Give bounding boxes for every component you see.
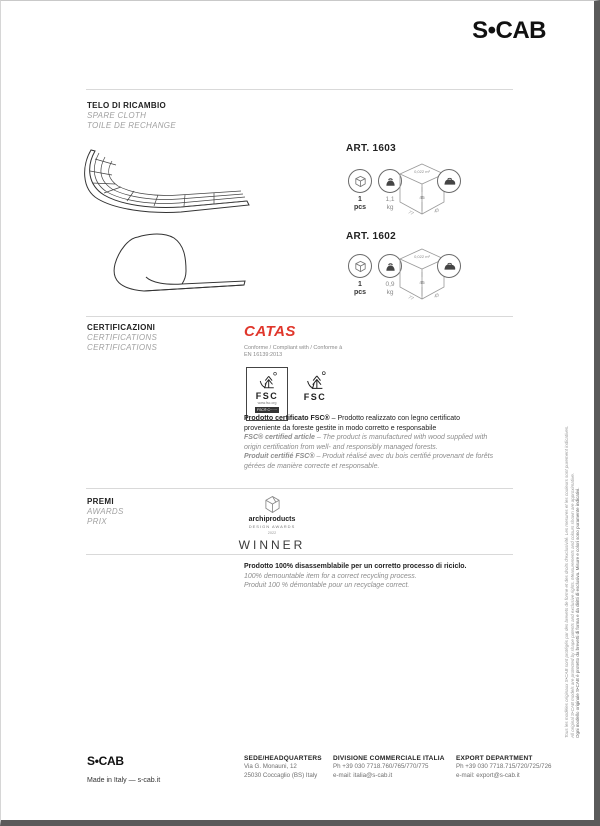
catas-compliance-line1: Conforme / Compliant with / Conforme à [244, 345, 343, 351]
box-width: 77 [407, 294, 415, 302]
section-subtitle-fr: TOILE DE RECHANGE [87, 121, 176, 130]
fsc-text-en: – The product is manufactured with wood supplied with origin certification from well- and responsibly managed forests. [244, 434, 488, 451]
award-year: 2022 [267, 531, 277, 535]
weight-value: 1,1 [385, 196, 395, 203]
fsc-wordmark: FSC [255, 391, 279, 401]
fsc-tree-icon [256, 370, 278, 392]
archiproducts-cube-icon [264, 495, 281, 514]
pieces-icon [348, 254, 372, 278]
footer-export-phone: Ph +39 030 7718.715/720/725/726 [456, 763, 552, 770]
weight-value: 0,9 [385, 281, 395, 288]
section-title: PREMI [87, 497, 114, 506]
legal-disclaimer-vertical [564, 364, 581, 738]
fsc-text-en-lead: FSC® certified article [244, 434, 315, 441]
footer-italy-title: DIVISIONE COMMERCIALE ITALIA [333, 755, 445, 762]
weight-unit: kg [386, 204, 394, 211]
section-subtitle-fr: PRIX [87, 517, 107, 526]
fsc-tree-icon [303, 369, 327, 393]
iron-care-icon [437, 169, 461, 193]
pieces-caption [348, 196, 372, 212]
disclaimer-it: Ogni modello originale S•CAB è protetto da brevetti di forma e da diritti di esclusiva. Misure e colori sono puramente indicativi. [575, 487, 581, 738]
section-spare-cloth-label [87, 101, 176, 131]
footer-hq-address1: Via G. Monauni, 12 [244, 763, 297, 770]
iron-care-icon [437, 254, 461, 278]
catas-logo: CATAS [244, 323, 296, 340]
section-awards-label [87, 497, 124, 527]
recycling-fr: Produit 100 % démontable pour un recyclage correct. [244, 582, 410, 589]
footer-brand-logo: S•CAB [87, 754, 124, 768]
footer-hq-address2: 25030 Coccaglio (BS) Italy [244, 771, 318, 779]
brand-logo: S•CAB [472, 17, 546, 44]
fsc-text-fr: – Produit réalisé avec du bois certifié provenant de forêts gérées de manière correcte et responsable. [244, 453, 494, 470]
weight-unit: kg [386, 289, 394, 296]
fsc-website: www.fsc.org [257, 401, 277, 405]
pieces-unit: pcs [353, 289, 367, 296]
award-name: archiproducts [248, 516, 296, 523]
section-title: TELO DI RICAMBIO [87, 101, 167, 110]
catas-compliance-note [244, 345, 342, 359]
section-subtitle-en: AWARDS [87, 507, 124, 516]
fsc-logo-boxed [246, 367, 288, 421]
disclaimer-fr: Tous les modèles originaux S•CAB sont protégés par des brevets de forme et des droits d'exclusivité. Les mesures et les couleurs sont purement indicatives. [564, 425, 569, 738]
footer-italy-phone: Ph +39 030 7718.760/765/770/775 [333, 763, 429, 770]
footer-export-email: e-mail: export@s-cab.it [456, 771, 520, 779]
box-width: 77 [407, 209, 415, 217]
product-drawing-1603 [79, 145, 269, 217]
pieces-icon [348, 169, 372, 193]
section-subtitle-fr: CERTIFICATIONS [87, 343, 158, 352]
fsc-description [244, 414, 498, 471]
divider [86, 554, 513, 555]
box-volume: 0,022 m³ [414, 254, 430, 259]
pieces-value: 1 [358, 196, 362, 203]
divider [86, 488, 513, 489]
fsc-text-fr-lead: Produit certifié FSC® [244, 453, 315, 460]
product-drawing-1602 [86, 233, 266, 299]
box-height: 45 [419, 281, 425, 286]
disclaimer-en: All original S•CAB models are protected by shape patents and exclusive rights. Measurements and colours shown are approximative. [569, 473, 575, 738]
pieces-caption [348, 281, 372, 297]
section-subtitle-en: CERTIFICATIONS [87, 333, 158, 342]
archiproducts-award-badge [232, 495, 312, 552]
footer-italy-division [333, 754, 451, 780]
section-subtitle-en: SPARE CLOTH [87, 111, 147, 120]
section-certifications-label [87, 323, 157, 353]
divider [86, 89, 513, 90]
footer-export-department [456, 754, 556, 780]
recycling-en: 100% demountable item for a correct recycling process. [244, 572, 417, 580]
box-height: 45 [419, 196, 425, 201]
catas-compliance-line2: EN 16139:2013 [244, 352, 283, 358]
footer-italy-email: e-mail: italia@s-cab.it [333, 771, 393, 779]
box-depth: 45 [433, 207, 440, 214]
recycling-note [244, 562, 504, 591]
recycling-it: Prodotto 100% disassemblabile per un corretto processo di riciclo. [244, 563, 467, 570]
fsc-license-code: FSC® C······ [256, 408, 278, 412]
award-winner-label: WINNER [238, 538, 306, 552]
box-depth: 45 [433, 292, 440, 299]
fsc-text-it: – Prodotto realizzato con legno certificato proveniente da foreste gestite in modo corretto e responsabile [244, 415, 461, 432]
pieces-unit: pcs [353, 204, 367, 211]
article-code-1602: ART. 1602 [346, 231, 396, 242]
footer-export-title: EXPORT DEPARTMENT [456, 755, 533, 762]
footer-headquarters [244, 754, 330, 780]
fsc-text-it-lead: Prodotto certificato FSC® [244, 415, 330, 422]
fsc-logo-plain [295, 369, 335, 402]
footer-hq-title: SEDE/HEADQUARTERS [244, 755, 322, 762]
pieces-value: 1 [358, 281, 362, 288]
footer-made-in: Made in Italy — s-cab.it [87, 777, 161, 784]
section-title: CERTIFICAZIONI [87, 323, 156, 332]
divider [86, 316, 513, 317]
box-volume: 0,022 m³ [414, 169, 430, 174]
article-code-1603: ART. 1603 [346, 143, 396, 154]
award-subtitle: DESIGN AWARDS [248, 524, 296, 529]
fsc-wordmark: FSC [303, 392, 327, 402]
